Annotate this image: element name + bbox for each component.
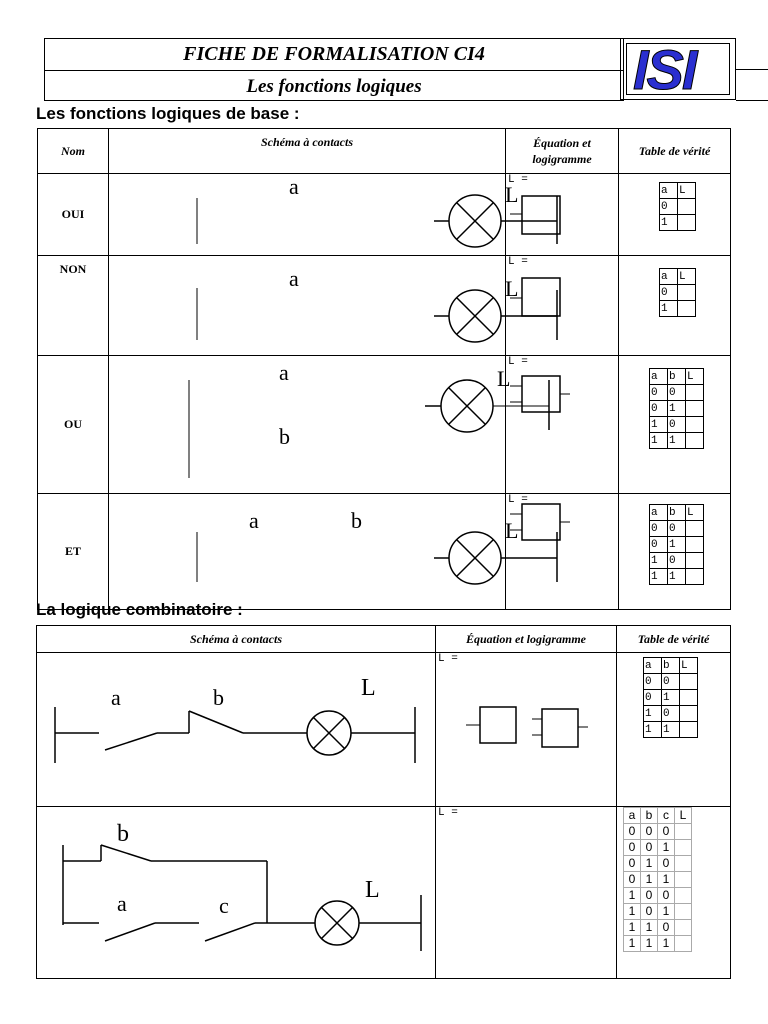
contact-label: b <box>117 821 129 847</box>
header-right-line-bottom <box>736 100 768 101</box>
col-truth-table: Table de vérité <box>619 129 731 174</box>
header-right-line <box>736 69 768 70</box>
ladder-diagram-mixed <box>37 807 435 973</box>
contact-label: b <box>279 424 290 449</box>
lamp-label: L <box>497 366 511 391</box>
ladder-diagram-series <box>37 653 435 801</box>
equation-cell: L = <box>506 356 619 494</box>
logic-gate-icon <box>508 368 608 428</box>
col-nom: Nom <box>38 129 109 174</box>
contact-label: b <box>351 508 362 533</box>
truth-table-cell <box>619 494 731 610</box>
row-oui <box>38 174 731 256</box>
lamp-label: L <box>505 518 519 543</box>
row-et <box>38 494 731 610</box>
truth-table: a b L 0 0 0 1 1 0 1 1 <box>649 368 704 449</box>
logic-gate-icon <box>508 506 608 566</box>
lamp-label: L <box>505 276 519 301</box>
truth-table-cell <box>617 807 731 979</box>
truth-table: a b L 0 0 0 1 1 0 1 1 <box>643 657 698 738</box>
combo-row-1 <box>37 653 731 807</box>
function-name: OU <box>38 356 109 494</box>
truth-table-cell <box>619 356 731 494</box>
combinatorial-table <box>36 625 731 979</box>
logic-gate-icon <box>508 186 608 236</box>
equation-cell: L = <box>506 494 619 610</box>
contact-label: a <box>279 360 289 385</box>
row-ou <box>38 356 731 494</box>
col-schema: Schéma à contacts <box>37 626 436 653</box>
function-name: ET <box>38 494 109 610</box>
equation-cell: L = <box>506 256 619 356</box>
ladder-diagram-et <box>109 494 519 604</box>
section-basic-title: Les fonctions logiques de base : <box>36 104 300 123</box>
ladder-diagram-oui <box>109 174 519 250</box>
document-subtitle: Les fonctions logiques <box>44 70 624 101</box>
truth-table: a b c L 0 0 0 0 0 1 0 1 0 0 1 1 1 0 0 1 0 1 1 1 0 1 1 1 <box>623 807 692 952</box>
equation-cell: L = <box>436 653 617 807</box>
contact-label: b <box>213 685 224 710</box>
isi-logo: ISI <box>620 38 736 100</box>
truth-table: a L 0 1 <box>659 268 696 317</box>
document-title: FICHE DE FORMALISATION CI4 <box>44 38 624 71</box>
truth-table-cell <box>619 174 731 256</box>
contact-label: a <box>111 685 121 710</box>
function-name: OUI <box>38 174 109 256</box>
ladder-diagram-non <box>109 256 519 350</box>
contact-schema <box>109 356 511 494</box>
combo-row-2 <box>37 807 731 979</box>
col-truth-table: Table de vérité <box>617 626 731 653</box>
truth-table-cell <box>619 256 731 356</box>
col-equation: Équation et logigramme <box>436 626 617 653</box>
truth-table: a L 0 1 <box>659 182 696 231</box>
equation-cell: L = <box>436 807 617 979</box>
contact-label: a <box>289 174 299 199</box>
contact-schema <box>109 174 519 256</box>
logic-gates-icon <box>438 665 614 785</box>
contact-schema <box>37 653 436 807</box>
basic-functions-table <box>37 128 731 610</box>
lamp-label: L <box>505 182 519 207</box>
lamp-label: L <box>365 877 380 903</box>
section-combinatorial-title: La logique combinatoire : <box>36 600 243 619</box>
truth-table: a b L 0 0 0 1 1 0 1 1 <box>649 504 704 585</box>
row-non <box>38 256 731 356</box>
contact-label: a <box>249 508 259 533</box>
lamp-label: L <box>361 675 376 701</box>
function-name: NON <box>38 256 109 356</box>
equation-cell: L = <box>506 174 619 256</box>
contact-schema <box>109 256 519 356</box>
logic-gate-icon <box>508 268 608 328</box>
col-schema: Schéma à contacts <box>109 129 506 174</box>
contact-schema <box>109 494 519 610</box>
contact-label: a <box>117 891 127 916</box>
truth-table-cell <box>617 653 731 807</box>
contact-label: c <box>219 893 229 918</box>
col-equation: Équation et logigramme <box>506 129 619 174</box>
contact-schema <box>37 807 436 979</box>
ladder-diagram-ou <box>109 356 511 488</box>
contact-label: a <box>289 266 299 291</box>
